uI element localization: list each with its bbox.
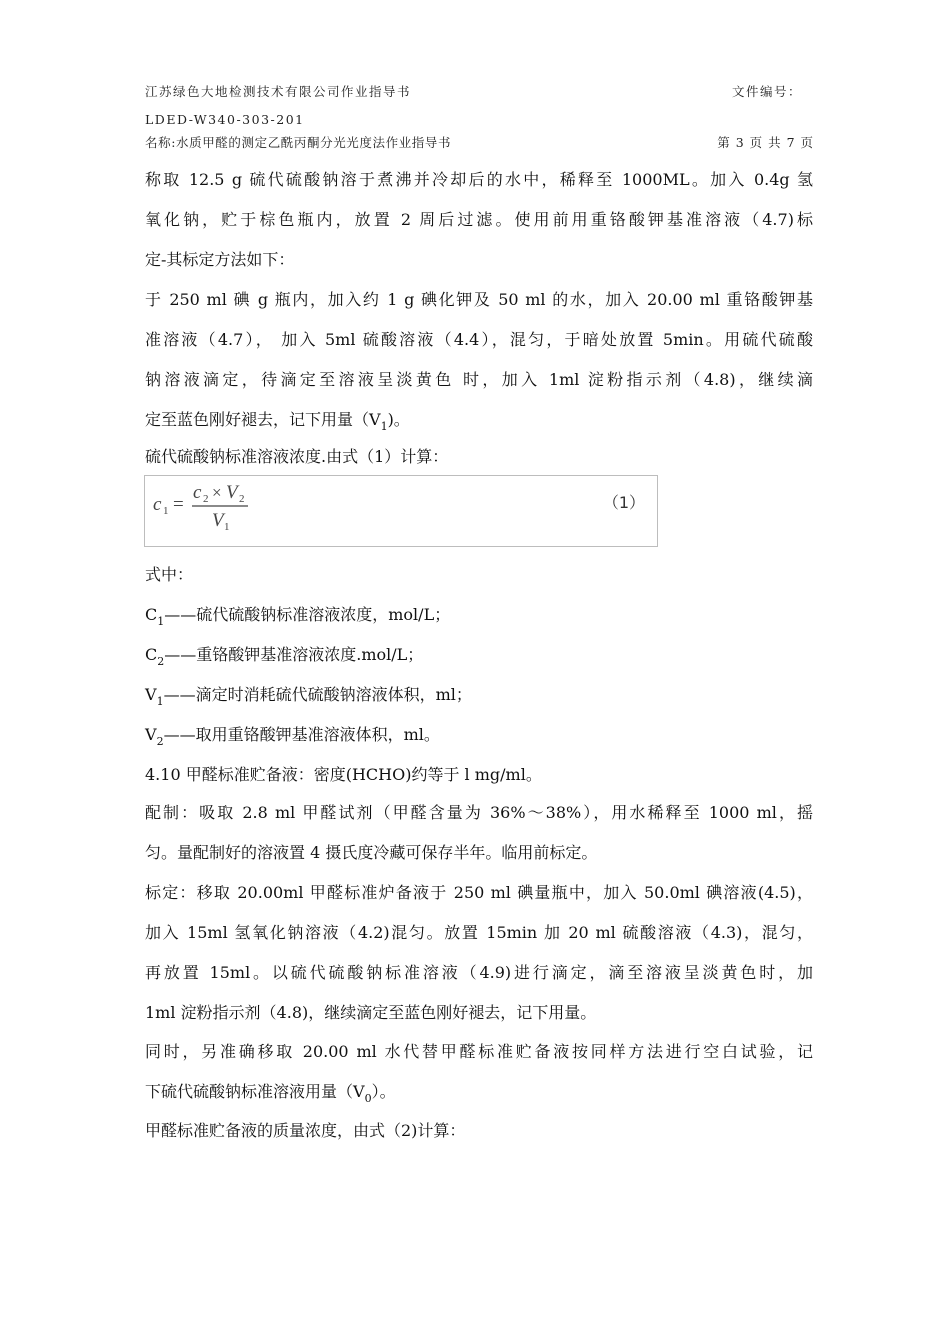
calc-intro-2 (145, 1111, 813, 1151)
text-line: 准溶液（4.7）， 加入 5ml 硫酸溶液（4.4），混匀，于暗处放置 5min。用硫代硫酸 (145, 330, 813, 349)
def-symbol: V (145, 685, 157, 704)
document-code: LDED-W340-303-201 (145, 112, 305, 127)
text-line: 氧化钠，贮于棕色瓶内，放置 2 周后过滤。使用前用重铬酸钾基准溶液（4.7)标 (145, 210, 813, 229)
formula-num-a: c (193, 482, 202, 503)
text-fragment: ）。 (371, 1082, 396, 1101)
formula-lhs-sub: 1 (163, 505, 169, 517)
text-line: 同时，另准确移取 20.00 ml 水代替甲醛标准贮备液按同样方法进行空白试验，记 (145, 1042, 813, 1061)
def-text: ——硫代硫酸钠标准溶液浓度，mol/L； (164, 605, 451, 624)
def-text: ——取用重铬酸钾基准溶液体积，ml。 (163, 725, 440, 744)
company-header: 江苏绿色大地检测技术有限公司作业指导书 (145, 84, 412, 99)
definition-item (145, 635, 813, 675)
text-line: 式中： (145, 565, 194, 584)
section-heading-4-10: 4.10 甲醛标准贮备液：密度(HCHO)约等于 l mg/ml。 (145, 765, 542, 784)
text-line: 钠溶液滴定，待滴定至溶液呈淡黄色 时，加入 1ml 淀粉指示剂（4.8)，继续滴 (145, 370, 813, 389)
def-symbol: C (145, 645, 158, 664)
text-line: 配制：吸取 2.8 ml 甲醛试剂（甲醛含量为 36%～38%），用水稀释至 1000 ml，摇 (145, 803, 813, 822)
formula-den: V (212, 510, 224, 531)
formula-equals: = (173, 494, 184, 515)
text-line: 甲醛标准贮备液的质量浓度，由式（2)计算： (145, 1121, 466, 1140)
calc-intro-1 (145, 437, 813, 477)
paragraph-calibration (145, 873, 813, 1033)
formula-den-sub: 1 (224, 521, 230, 533)
text-line: 定-其标定方法如下： (145, 250, 295, 269)
file-number-label: 文件编号： (731, 84, 802, 99)
text-line (145, 400, 813, 440)
formula-num-b-sub: 2 (239, 493, 245, 505)
formula-times: × (212, 483, 222, 502)
text-line: 再放置 15ml。以硫代硫酸钠标准溶液（4.9)进行滴定，滴至溶液呈淡黄色时，加 (145, 963, 813, 982)
subscript: 2 (156, 735, 164, 748)
subscript: 0 (364, 1092, 372, 1105)
text-fragment: )。 (387, 410, 410, 429)
def-symbol: C (145, 605, 158, 624)
subscript: 1 (157, 615, 165, 628)
def-text: ——滴定时消耗硫代硫酸钠溶液体积，ml； (163, 685, 472, 704)
formula-number: （1） (602, 493, 645, 512)
text-line: 加入 15ml 氢氧化钠溶液（4.2)混匀。放置 15min 加 20 ml 硫酸溶液（4.3)，混匀， (145, 923, 813, 942)
subscript: 1 (156, 695, 164, 708)
formula-1-box (144, 475, 658, 547)
formula-lhs: c (153, 494, 162, 515)
paragraph-blank-test (145, 1032, 813, 1112)
def-text: ——重铬酸钾基准溶液浓度.mol/L； (164, 645, 424, 664)
formula-num-b: V (226, 482, 238, 503)
subscript: 1 (380, 420, 388, 433)
paragraph-standardization (145, 280, 813, 440)
definition-item (145, 675, 813, 715)
text-line: 1ml 淀粉指示剂（4.8)，继续滴定至蓝色刚好褪去，记下用量。 (145, 1003, 597, 1022)
text-line: 称取 12.5 g 硫代硫酸钠溶于煮沸并冷却后的水中，稀释至 1000ML。加入 0.4g 氢 (145, 170, 813, 189)
text-line: 标定：移取 20.00ml 甲醛标准炉备液于 250 ml 碘量瓶中，加入 50.0ml 碘溶液(4.5)， (145, 883, 813, 902)
text-line: 匀。量配制好的溶液置 4 摄氏度冷藏可保存半年。临用前标定。 (145, 843, 598, 862)
definition-item (145, 595, 813, 635)
formula-1 (150, 478, 300, 540)
document-name: 名称:水质甲醛的测定乙酰丙酮分光光度法作业指导书 (145, 135, 452, 150)
text-line: 于 250 ml 碘 g 瓶内，加入约 1 g 碘化钾及 50 ml 的水，加入 20.00 ml 重铬酸钾基 (145, 290, 813, 309)
definition-item (145, 715, 813, 755)
text-line: 硫代硫酸钠标准溶液浓度.由式（1）计算： (145, 447, 449, 466)
paragraph-thiosulfate-prep (145, 160, 813, 280)
definitions (145, 555, 813, 795)
text-line (145, 1072, 813, 1112)
page-info: 第 3 页 共 7 页 (717, 135, 814, 150)
text-fragment: 定至蓝色刚好褪去，记下用量（V (145, 410, 381, 429)
text-fragment: 下硫代硫酸钠标准溶液用量（V (145, 1082, 365, 1101)
subscript: 2 (157, 655, 165, 668)
paragraph-preparation (145, 793, 813, 873)
def-symbol: V (145, 725, 157, 744)
formula-num-a-sub: 2 (203, 493, 209, 505)
